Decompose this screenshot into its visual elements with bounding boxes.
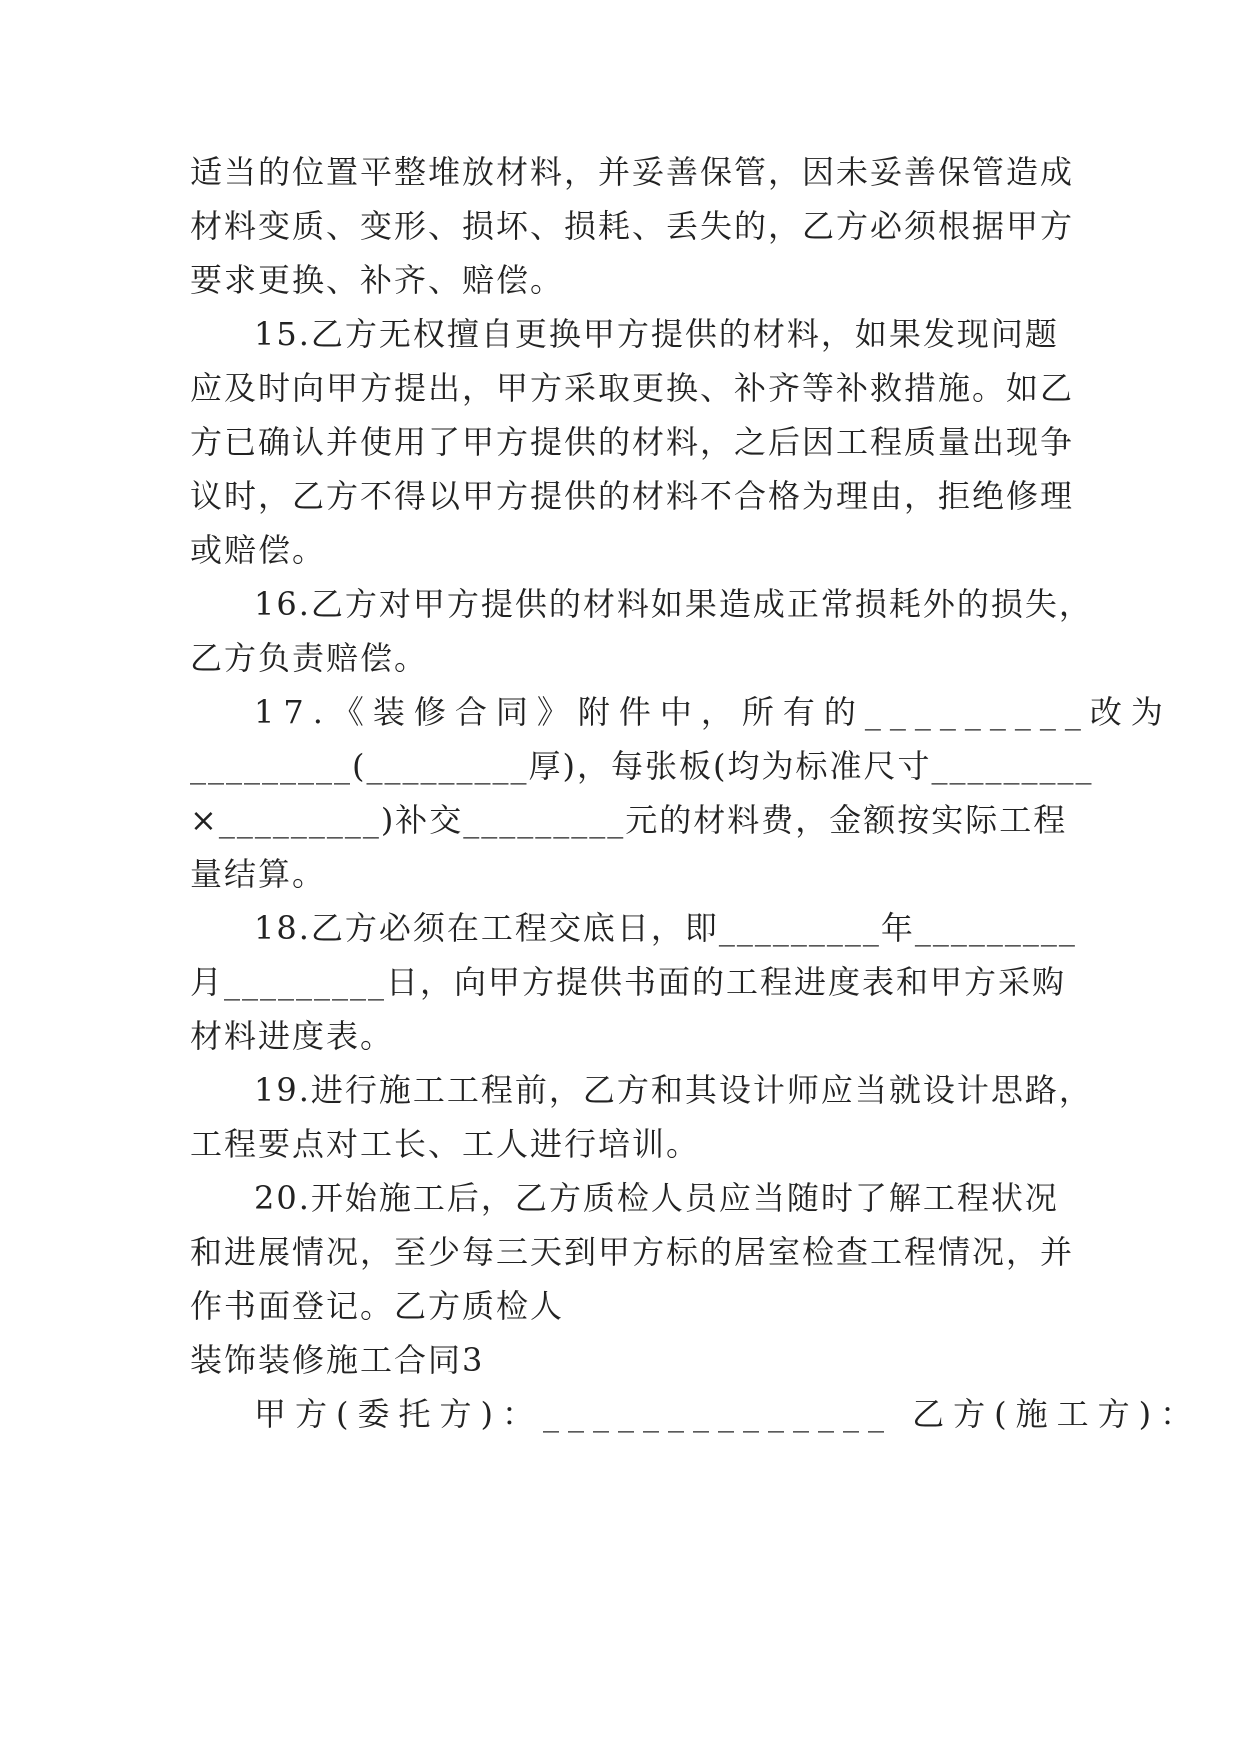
clause-20-line: 20.开始施工后，乙方质检人员应当随时了解工程状况 xyxy=(254,1179,1059,1217)
clause-15-line: 15.乙方无权擅自更换甲方提供的材料，如果发现问题 xyxy=(254,315,1059,353)
document-title: 装饰装修施工合同3 xyxy=(190,1341,485,1379)
paragraph-line: 议时，乙方不得以甲方提供的材料不合格为理由，拒绝修理 xyxy=(190,477,1075,515)
paragraph-line: 材料变质、变形、损坏、损耗、丢失的，乙方必须根据甲方 xyxy=(190,207,1075,245)
paragraph-line: 应及时向甲方提出，甲方采取更换、补齐等补救措施。如乙 xyxy=(190,369,1075,407)
paragraph-line: 或赔偿。 xyxy=(190,531,327,569)
paragraph-line: 月_________日，向甲方提供书面的工程进度表和甲方采购 xyxy=(190,963,1067,1001)
paragraph-line: 和进展情况，至少每三天到甲方标的居室检查工程情况，并 xyxy=(190,1233,1075,1271)
paragraph-line: _________(_________厚)，每张板(均为标准尺寸_________ xyxy=(190,747,1094,785)
clause-18-line: 18.乙方必须在工程交底日，即_________年_________ xyxy=(254,909,1077,947)
clause-17-line: 17.《装修合同》附件中，所有的_________改为 xyxy=(254,693,1172,731)
paragraph-line: 方已确认并使用了甲方提供的材料，之后因工程质量出现争 xyxy=(190,423,1075,461)
clause-16-line: 16.乙方对甲方提供的材料如果造成正常损耗外的损失， xyxy=(254,585,1093,623)
paragraph-line: 要求更换、补齐、赔偿。 xyxy=(190,261,565,299)
paragraph-line: 材料进度表。 xyxy=(190,1017,395,1055)
parties-line: 甲方(委托方)：______________ 乙方(施工方)： xyxy=(254,1395,1202,1433)
clause-19-line: 19.进行施工工程前，乙方和其设计师应当就设计思路， xyxy=(254,1071,1093,1109)
paragraph-line: 工程要点对工长、工人进行培训。 xyxy=(190,1125,701,1163)
paragraph-line: 乙方负责赔偿。 xyxy=(190,639,429,677)
paragraph-line: ×_________)补交_________元的材料费，金额按实际工程 xyxy=(190,801,1068,839)
paragraph-line: 量结算。 xyxy=(190,855,327,893)
paragraph-line: 适当的位置平整堆放材料，并妥善保管，因未妥善保管造成 xyxy=(190,153,1075,191)
paragraph-line: 作书面登记。乙方质检人 xyxy=(190,1287,565,1325)
